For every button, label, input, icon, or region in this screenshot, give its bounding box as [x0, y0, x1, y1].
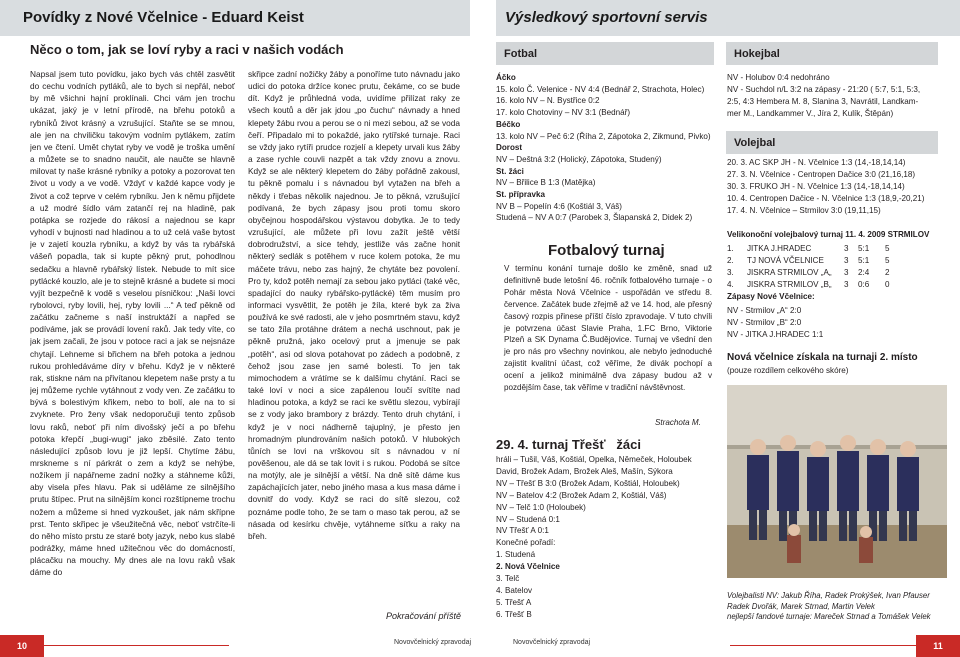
- volejbal-results: [727, 157, 957, 217]
- volejbal-line: 27. 3. N. Včelnice - Centropen Dačice 3:0 (21,16,18): [727, 169, 916, 179]
- order-line: 4. Batelov: [496, 585, 532, 595]
- fotbal-line: Dorost: [496, 143, 523, 153]
- score: 5:1: [858, 244, 870, 253]
- rank: 4.: [727, 279, 734, 289]
- zaci-line: hráli – Tušil, Váš, Koštiál, Opelka, Němeček, Holoubek: [496, 455, 692, 464]
- article-subtitle: Něco o tom, jak se loví ryby a raci v našich vodách: [30, 42, 344, 57]
- rank: 3.: [727, 267, 734, 277]
- zaci-line: NV Třešť A 0:1: [496, 526, 549, 536]
- caption-line: Radek Dvořák, Marek Strnad, Martin Velek: [727, 601, 875, 611]
- volejbal-line: 17. 4. N. Včelnice – Strmilov 3:0 (19,11,15): [727, 205, 881, 215]
- volejbal-line: 10. 4. Centropen Dačice - N. Včelnice 1:3 (18,9,-20,21): [727, 193, 925, 203]
- zaci-line: NV – Telč 1:0 (Holoubek): [496, 502, 586, 512]
- strmilov-title: Velikonoční volejbalový turnaj 11. 4. 2009 STRMILOV: [727, 230, 930, 239]
- fotbal-line: 13. kolo NV – Peč 6:2 (Říha 2, Zápotoka 2, Zikmund, Pivko): [496, 131, 711, 141]
- hokejbal-line: 2:5, 4:3 Hembera M. 8, Slanina 3, Navrátil, Landkam-: [727, 96, 919, 106]
- right-footer-text: Novovčelnický zpravodaj: [513, 639, 591, 646]
- zapas-line: NV - Strmilov „A“ 2:0: [727, 306, 802, 315]
- fotbal-line: St. žáci: [496, 166, 524, 176]
- left-footer-text: Novovčelnický zpravodaj: [394, 639, 472, 646]
- zapasy-results: [727, 305, 947, 341]
- order-line: 1. Studená: [496, 550, 536, 560]
- caption-line: nejlepší fandové turnaje: Mareček Strnad a Tomášek Velek: [727, 612, 931, 621]
- team-photo-drawing: [727, 385, 947, 578]
- zaci-line: NV – Batelov 4:2 (Brožek Adam 2, Koštiál, Váš): [496, 490, 667, 500]
- left-header-title: Povídky z Nové Včelnice - Eduard Keist: [23, 9, 304, 26]
- fotbal-line: Studená – NV A 0:7 (Parobek 3, Šlapanská 2, Didek 2): [496, 213, 693, 223]
- order-line: 2. Nová Včelnice: [496, 562, 560, 572]
- matches: 3: [844, 255, 849, 265]
- table-row: [727, 279, 957, 291]
- strmilov-table: [727, 243, 957, 291]
- points: 2: [885, 267, 890, 277]
- team: JISKRA STRMILOV „B„: [747, 279, 832, 289]
- hokejbal-line: mer M., Landkammer V., Jíra 2, Kulík, Štěpán): [727, 108, 894, 118]
- order-line: 6. Třešť B: [496, 609, 532, 619]
- article-column-2: skřipce zadní nožičky žáby a ponoříme tuto návnadu jako udici do potoka držíce konec prutu, čekáme, co se bude dít. Když je průhledná voda, uvidíme přilízat raky ze všech koutů a děr jak jdou „po čuchu“ návnady a hned klepety žábu rvou a perou se o ni mezi sebou, až se voda čeří. Připadalo mi to pokaždé, jako rytířské turnaje. Raci se vždy jako rytíři prudce rozjelí a klepety urvali kus žáby a zase rychle couvli nazpět a tak vždy znovu a znovu. Když se ale některý klepetem do žáby pořádně zakousl, tu pěkně pomalu i s návnadou byl vytažen na břeh a někdy i třebas několik najednou. Je to pěkná, vzrušující podívaná, že bych zápasy jsou proti tomu skoro obyčejnou hospodářskou výstavou dobytka. Je to tedy vzrušující, ale můžete při lovu zažít ještě větší dobrodružství, a sice tehdy, jestliže vás začne honit některý sedlák s potěhem v ruce kolem potoka, že mu máčete trávu, nebo zas hajný, že chytáte bez povolení. Pro ty, kdož potěh nemají za sebou jako pytláci (také věc, spadající do nauky rybářsko-pytlácké) těm musím pro informaci vysvětlit, že potěh je žíla, které byk za živa používá ke své radosti, ale v jeho posmrtném stavu, když se tato žíla protáhne drátem a nechá uschnout, pak je pěkně pružná, jako ocelový prut a jmenuje se pak „potěh“, asi od slova potahovat po zádech a podobně, z čehož jsou zase jen samé bolesti. To jen tak mimochodem a vrátíme se k dalšímu chytání. Raci se také loví v noci a sice zapálenou loučí svítíte nad hladinou potoka, a když se raci ke světlu slezou, vybírají se z vody jako brambory z brázdy. Tento druh chytání, i když je v noci nádherně tajuplný, je přesto jen hromadným plundrováním našich potoků. V hlubokých tůních se lovi na vrškovou sít s návnadou v ní pověšenou, ale dá se tak lovit i s rukou. Podobá se sítce na motýly, ale je silnější a větší. Na dně sítě dáme kus zapáchajících jater, nebo jiného masa a kus masa dáme i dovnitř do vody. Když se raci do sítě slezou, což poznáme podle toho, že se tam o maso tak perou, až se násada od kesírku chvěje, vytáhneme síťku a raky na břeh.: [248, 69, 460, 541]
- fotbal-line: 17. kolo Chotoviny – NV 3:1 (Bednář): [496, 108, 631, 118]
- matches: 3: [844, 244, 849, 253]
- hokejbal-line: NV - Holubov 0:4 nedohráno: [727, 73, 830, 82]
- table-row: [727, 267, 957, 279]
- misto-title: Nová včelnice získala na turnaji 2. místo: [727, 352, 918, 363]
- turnaj-title: Fotbalový turnaj: [548, 242, 665, 259]
- fotbal-heading: Fotbal: [496, 42, 714, 65]
- fotbal-results: [496, 72, 721, 224]
- fotbal-line: NV B – Popelín 4:6 (Koštiál 3, Váš): [496, 201, 622, 211]
- turnaj-signature: Strachota M.: [655, 418, 701, 427]
- team-photo: [727, 385, 947, 578]
- fotbal-line: 15. kolo Č. Velenice - NV 4:4 (Bednář 2, Strachota, Holec): [496, 84, 705, 94]
- fotbal-line: 16. kolo NV – N. Bystřice 0:2: [496, 96, 600, 106]
- zapas-line: NV - JITKA J.HRADEC 1:1: [727, 329, 824, 339]
- photo-caption: [727, 591, 957, 623]
- zaci-line: Konečné pořadí:: [496, 538, 556, 548]
- team: JISKRA STRMILOV „A„: [747, 267, 832, 277]
- score: 0:6: [858, 279, 870, 289]
- volejbal-line: 20. 3. AC SKP JH - N. Včelnice 1:3 (14,-18,14,14): [727, 158, 906, 167]
- right-page-number: 11: [916, 635, 960, 657]
- matches: 3: [844, 279, 849, 289]
- score: 5:1: [858, 255, 870, 265]
- zaci-line: NV – Třešť B 3:0 (Brožek Adam, Koštiál, Holoubek): [496, 478, 680, 488]
- matches: 3: [844, 267, 849, 277]
- zapasy-title: Zápasy Nové Včelnice:: [727, 292, 815, 301]
- right-footer-line: [730, 645, 916, 646]
- zaci-title: 29. 4. turnaj Třešť žáci: [496, 437, 641, 452]
- team: JITKA J.HRADEC: [747, 244, 812, 253]
- fotbal-line: Áčko: [496, 73, 516, 82]
- caption-line: Volejbalisti NV: Jakub Říha, Radek Prokýšek, Ivan Pfauser: [727, 591, 930, 600]
- hokejbal-line: NV - Suchdol n/L 3:2 na zápasy - 21:20 ( 5:7, 5:1, 5:3,: [727, 84, 921, 94]
- fotbal-line: Béčko: [496, 119, 521, 129]
- zapas-line: NV - Strmilov „B“ 2:0: [727, 317, 802, 327]
- misto-subtitle: (pouze rozdílem celkového skóre): [727, 366, 849, 375]
- table-row: [727, 243, 957, 255]
- table-row: [727, 255, 957, 267]
- right-header-title: Výsledkový sportovní servis: [505, 9, 708, 26]
- article-continuation: Pokračování příště: [386, 611, 462, 621]
- zaci-line: David, Brožek Adam, Brožek Aleš, Mašín, Sýkora: [496, 466, 673, 476]
- points: 0: [885, 279, 890, 289]
- hokejbal-results: [727, 72, 957, 120]
- zaci-results: [496, 454, 721, 621]
- volejbal-line: 30. 3. FRUKO JH - N. Včelnice 1:3 (14,-18,14,14): [727, 181, 905, 191]
- points: 5: [885, 244, 890, 253]
- order-line: 3. Telč: [496, 574, 520, 584]
- rank: 1.: [727, 244, 734, 253]
- zaci-line: NV – Studená 0:1: [496, 514, 560, 524]
- order-line: 5. Třešť A: [496, 597, 532, 607]
- volejbal-heading: Volejbal: [726, 131, 938, 154]
- fotbal-line: NV – Deštná 3:2 (Holický, Zápotoka, Studený): [496, 154, 662, 164]
- fotbal-line: St. přípravka: [496, 190, 546, 200]
- left-footer-line: [44, 645, 229, 646]
- points: 5: [885, 255, 890, 265]
- hokejbal-heading: Hokejbal: [726, 42, 938, 65]
- fotbal-line: NV – Břilice B 1:3 (Matějka): [496, 178, 596, 188]
- team: TJ NOVÁ VČELNICE: [747, 255, 824, 265]
- left-page-number: 10: [0, 635, 44, 657]
- rank: 2.: [727, 255, 734, 265]
- turnaj-text: V termínu konání turnaje došlo ke změně, snad už definitivně bude letošní 46. ročník fotbalového turnaje - o Pohár města Nová Včelnice - uspořádán ve středu 8. července. Začátek bude zřejmě až ve 14. hod, ale přesný časový rozpis přinese příští číslo zpravodaje. V tuto chvíli je potvrzena účast Slavie Praha, 1.FC Brno, Viktorie Plzeň a SK Dynama Č.Budějovice. Turnaj ve všední den je pro nás pro všechny novinkou, ale nebylo jednoduché zajistit kvalitní účast, což věříme, že divák pochopí a ocení a jelikož minimálně dva zápasy budou až v pozdějším čase, tak věříme v tradiční návštěvnost.: [504, 264, 712, 393]
- score: 2:4: [858, 267, 870, 277]
- article-column-1: Napsal jsem tuto povídku, jako bych vás chtěl zasvětit do cechu vodních pytláků, ale to bych si nepřál, neboť by mě všichni hajní proklínali. Chci vám jen trochu ukázat, jaký je v letní přírodě, na břehu potoků a rybníků život krásný a vzrušující. Staňte se se mnou, ale jen na chviličku takovým vodním pytlákem, zatím jen ve čtení. Umět chytat ryby ve vodě je troška umění a můžete se to snadno naučit, ale naučte se hlavně milovat ty naše krásné rybníky a potoky a pozorovat ten život u vody a ve vodě. Vždyť v každé kapce vody je život a což teprve v celém rybníku. Jen k němu přijdete a už modré šídlo vám zatančí rej na hladině, pak potápka se rozjede do rákosí a najednou se kapr vyhodí v bujnosti nad hladinou a to už celá vaše bytost je v zajetí kouzla rybníku, a když by vás ta rybářská vášeň popadla, tak si kupte pěkný prut, pohodlnou sedačku a hlavně rybářský lístek. Nebude to mít sice pytlácké kouzlo, ale je to stejně krásné a budete si moci vyjít bezpečně k vodě s veselou písničkou: „Naši lovci rybolovci, ryby lovili, hej, ryby lovili ...“ A teď pěkně od začátku začneme s naší instruktáží a napřed se podíváme, jak se provádí lovení raků. Jak tedy víte, co jak jsem začali, že jsou v potoce raci a jak se nejsnáze chytají. Lehneme si břichem na břeh potoka a jednou rukou prohledáváme díry v břehu. Když je v některé rak, stiskne nám na přivítanou klepetem naše prsty a tu jej můžeme rychle vytáhnout z vody ven. Ze začátku to bývá s bolestivým křikem, nebo to bolí, ale na to si zvyknete. Pro ženy však nedoporučuji tento způsob lovu raků, neboť při ním divošský ječí a po břehu potoka křepčí „bugi-wugi“ jako zběsilé. Zato tento následující způsob lovu je již lepší. Chytíme žábu, mrskneme s ní párkrát o zem a když se nehýbe, nožíkem jí napářneme zadní nožky a stáhneme kůži, aby visela přes hlavu. Pak si uděláme ze silnějšího prutu štípec. Prut na silnějším konci rozštípneme trochu nožem a můžeme si hned vyzkoušet, jak nám skřípne prst. Tento skřipec je všeužitečná věc, neboť vstrčíte-li do něho místo prstu ze staré boty jazyk, nebo kus slabé podrážky, máme hned užitečnou věc do domácností, plácačku na mouchy. My dnes ale na lovu raků však dáme do: [30, 69, 235, 578]
